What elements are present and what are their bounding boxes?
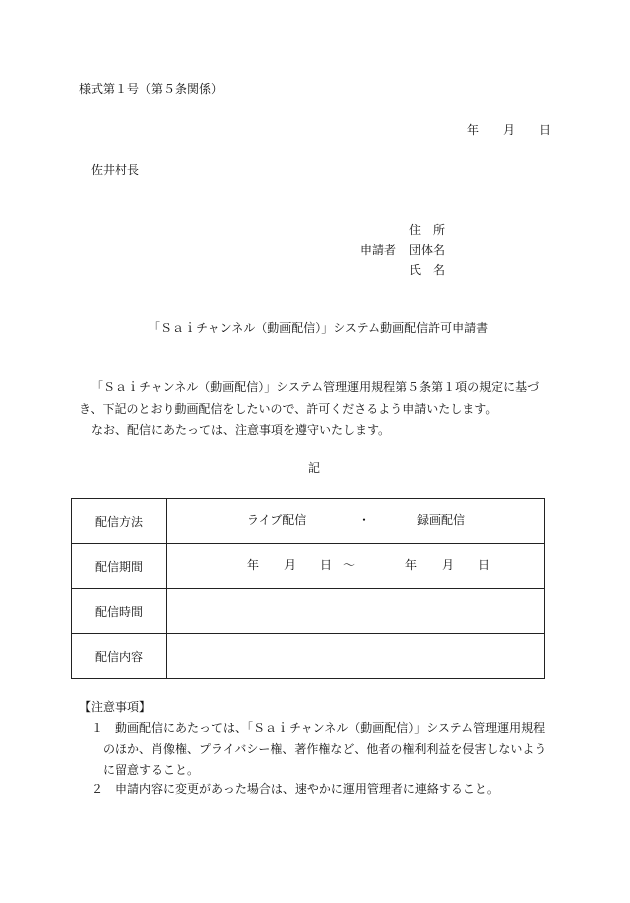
method-recorded-option[interactable]: 録画配信 <box>417 513 466 527</box>
method-separator: ・ <box>358 513 371 527</box>
method-row <box>72 499 545 544</box>
period-row <box>72 544 545 589</box>
period-end-day: 日 <box>478 558 491 572</box>
note-item-2-line-1: 申請内容に変更があった場合は、速やかに運用管理者に連絡すること。 <box>115 782 499 796</box>
note-item-1-line-1: 動画配信にあたっては、「Ｓａｉチャンネル（動画配信）」システム管理運用規程 <box>115 721 546 735</box>
applicant-address-label: 住 所 <box>409 223 446 237</box>
body-line-2: き、下記のとおり動画配信をしたいので、許可くださるよう申請いたします。 <box>79 402 498 416</box>
time-row <box>72 589 545 634</box>
body-line-3: なお、配信にあたっては、注意事項を遵守いたします。 <box>91 423 391 437</box>
period-start-year: 年 <box>247 558 260 572</box>
applicant-organization-label: 団体名 <box>409 243 446 257</box>
time-label: 配信時間 <box>72 589 167 634</box>
period-end-month: 月 <box>442 558 455 572</box>
method-label: 配信方法 <box>72 499 167 544</box>
document-title: 「Ｓａｉチャンネル（動画配信）」システム動画配信許可申請書 <box>148 321 489 335</box>
application-table <box>71 498 545 679</box>
content-row <box>72 634 545 679</box>
date-day-label: 日 <box>539 123 552 137</box>
period-value <box>167 544 545 589</box>
date-month-label: 月 <box>503 123 516 137</box>
note-item-1-number: １ <box>91 721 104 735</box>
addressee: 佐井村長 <box>91 163 140 177</box>
period-start-month: 月 <box>284 558 297 572</box>
body-line-1: 「Ｓａｉチャンネル（動画配信）」システム管理運用規程第５条第１項の規定に基づ <box>91 380 540 394</box>
method-options <box>167 499 545 544</box>
period-start-day: 日 <box>320 558 333 572</box>
ki-heading: 記 <box>308 461 321 475</box>
period-label: 配信期間 <box>72 544 167 589</box>
applicant-name-label: 氏 名 <box>409 263 446 277</box>
period-tilde: ～ <box>343 558 356 572</box>
period-end-year: 年 <box>405 558 418 572</box>
date-year-label: 年 <box>467 123 480 137</box>
time-value[interactable] <box>167 589 545 634</box>
applicant-label: 申請者 <box>360 243 397 257</box>
note-item-1-line-3: に留意すること。 <box>103 763 200 777</box>
note-item-2-number: ２ <box>91 782 104 796</box>
method-live-option[interactable]: ライブ配信 <box>247 513 307 527</box>
content-value[interactable] <box>167 634 545 679</box>
note-item-1-line-2: のほか、肖像権、プライバシー権、著作権など、他者の権利利益を侵害しないよう <box>103 742 547 756</box>
form-number: 様式第１号（第５条関係） <box>79 82 224 96</box>
content-label: 配信内容 <box>72 634 167 679</box>
notes-heading: 【注意事項】 <box>79 700 152 714</box>
